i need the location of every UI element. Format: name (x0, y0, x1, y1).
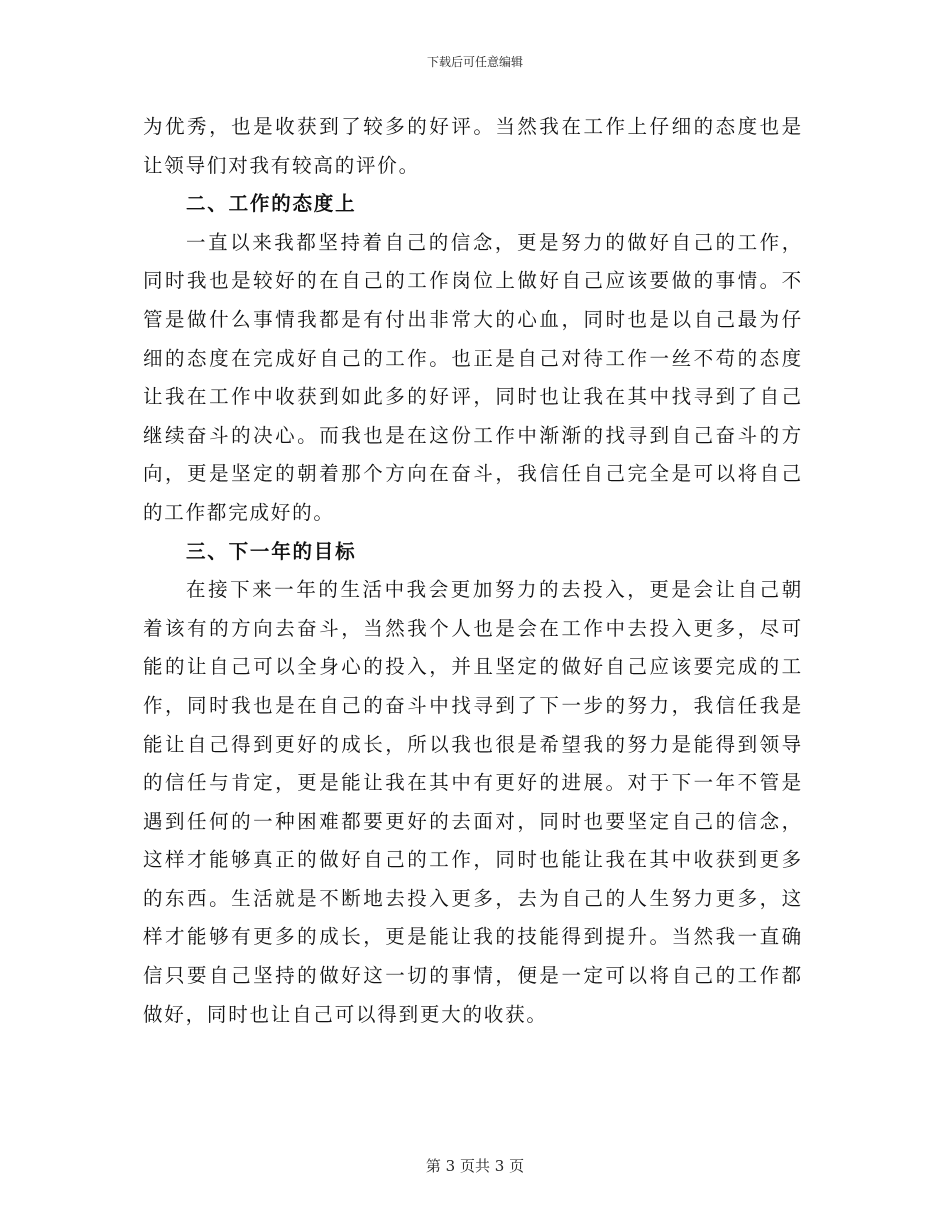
document-body (143, 108, 803, 1034)
page-header: 下载后可任意编辑 (426, 55, 523, 69)
paragraph-work-attitude: 一直以来我都坚持着自己的信念，更是努力的做好自己的工作，同时我也是较好的在自己的工作岗位上做好自己应该要做的事情。不管是做什么事情我都是有付出非常大的心血，同时也是以自己最为仔细的态度在完成好自己的工作。也正是自己对待工作一丝不苟的态度让我在工作中收获到如此多的好评，同时也让我在其中找寻到了自己继续奋斗的决心。而我也是在这份工作中渐渐的找寻到自己奋斗的方向，更是坚定的朝着那个方向在奋斗，我信任自己完全是可以将自己的工作都完成好的。 (143, 230, 803, 524)
section-heading-next-year-goals: 三、下一年的目标 (186, 539, 357, 563)
section-heading-work-attitude: 二、工作的态度上 (186, 192, 357, 216)
paragraph-continuation: 为优秀，也是收获到了较多的好评。当然我在工作上仔细的态度也是让领导们对我有较高的评价。 (143, 115, 803, 177)
page-footer: 第 3 页共 3 页 (425, 1157, 525, 1175)
paragraph-next-year-goals: 在接下来一年的生活中我会更加努力的去投入，更是会让自己朝着该有的方向去奋斗，当然我个人也是会在工作中去投入更多，尽可能的让自己可以全身心的投入，并且坚定的做好自己应该要完成的工作，同时我也是在自己的奋斗中找寻到了下一步的努力，我信任我是能让自己得到更好的成长，所以我也很是希望我的努力是能得到领导的信任与肯定，更是能让我在其中有更好的进展。对于下一年不管是遇到任何的一种困难都要更好的去面对，同时也要坚定自己的信念，这样才能够真正的做好自己的工作，同时也能让我在其中收获到更多的东西。生活就是不断地去投入更多，去为自己的人生努力更多，这样才能够有更多的成长，更是能让我的技能得到提升。当然我一直确信只要自己坚持的做好这一切的事情，便是一定可以将自己的工作都做好，同时也让自己可以得到更大的收获。 (143, 578, 803, 1026)
